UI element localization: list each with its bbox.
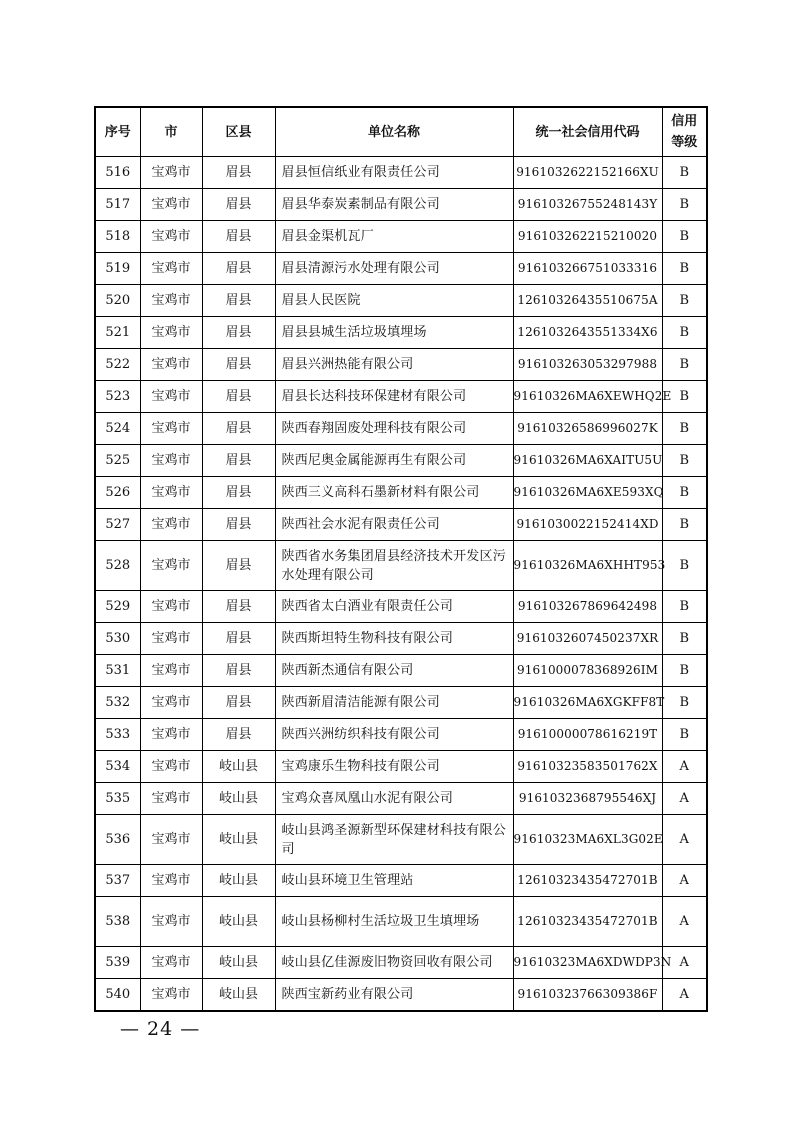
cell-district: 岐山县 xyxy=(202,815,275,865)
cell-credit-code: 9161000078368926IM xyxy=(513,655,662,687)
cell-credit-code: 91610323MA6XDWDP3N xyxy=(513,947,662,979)
cell-unit-name: 陕西省水务集团眉县经济技术开发区污水处理有限公司 xyxy=(275,541,513,591)
cell-seq: 522 xyxy=(95,349,140,381)
cell-city: 宝鸡市 xyxy=(140,815,202,865)
table-row xyxy=(95,317,707,349)
cell-city: 宝鸡市 xyxy=(140,897,202,947)
cell-unit-name: 眉县恒信纸业有限责任公司 xyxy=(275,157,513,189)
cell-credit-code: 916103263053297988 xyxy=(513,349,662,381)
table-row xyxy=(95,477,707,509)
cell-district: 眉县 xyxy=(202,317,275,349)
header-unit-name: 单位名称 xyxy=(275,107,513,157)
cell-credit-grade: B xyxy=(662,541,707,591)
table-row xyxy=(95,591,707,623)
cell-seq: 516 xyxy=(95,157,140,189)
cell-credit-grade: B xyxy=(662,381,707,413)
cell-district: 眉县 xyxy=(202,253,275,285)
cell-credit-grade: B xyxy=(662,509,707,541)
table-row xyxy=(95,285,707,317)
cell-seq: 526 xyxy=(95,477,140,509)
cell-district: 岐山县 xyxy=(202,979,275,1011)
header-credit-grade xyxy=(662,107,707,157)
cell-credit-code: 91610326MA6XEWHQ2E xyxy=(513,381,662,413)
cell-district: 眉县 xyxy=(202,655,275,687)
table-body xyxy=(95,157,707,1011)
cell-credit-code: 916103267869642498 xyxy=(513,591,662,623)
cell-unit-name: 岐山县鸿圣源新型环保建材科技有限公司 xyxy=(275,815,513,865)
cell-city: 宝鸡市 xyxy=(140,285,202,317)
table-row xyxy=(95,719,707,751)
header-seq: 序号 xyxy=(95,107,140,157)
table-row xyxy=(95,445,707,477)
table-row xyxy=(95,253,707,285)
cell-district: 岐山县 xyxy=(202,783,275,815)
cell-credit-code: 916103262215216​6XU xyxy=(513,157,662,189)
cell-credit-grade: B xyxy=(662,687,707,719)
cell-credit-code: 91610300221524​14XD xyxy=(513,509,662,541)
header-row xyxy=(95,107,707,157)
cell-unit-name: 陕西社会水泥有限责任公司 xyxy=(275,509,513,541)
table-row xyxy=(95,947,707,979)
cell-unit-name: 眉县金渠机瓦厂 xyxy=(275,221,513,253)
cell-credit-grade: B xyxy=(662,157,707,189)
table-row xyxy=(95,687,707,719)
cell-unit-name: 陕西新杰通信有限公司 xyxy=(275,655,513,687)
cell-credit-grade: B xyxy=(662,591,707,623)
cell-city: 宝鸡市 xyxy=(140,349,202,381)
cell-city: 宝鸡市 xyxy=(140,413,202,445)
cell-district: 眉县 xyxy=(202,445,275,477)
cell-credit-grade: A xyxy=(662,783,707,815)
cell-district: 眉县 xyxy=(202,349,275,381)
cell-district: 岐山县 xyxy=(202,897,275,947)
table-row xyxy=(95,541,707,591)
cell-unit-name: 岐山县亿佳源废旧物资回收有限公司 xyxy=(275,947,513,979)
cell-city: 宝鸡市 xyxy=(140,591,202,623)
cell-unit-name: 宝鸡康乐生物科技有限公司 xyxy=(275,751,513,783)
cell-credit-code: 91610326MA6XHHT953 xyxy=(513,541,662,591)
cell-seq: 518 xyxy=(95,221,140,253)
cell-seq: 528 xyxy=(95,541,140,591)
cell-unit-name: 陕西新眉清洁能源有限公司 xyxy=(275,687,513,719)
cell-credit-grade: B xyxy=(662,655,707,687)
table-row xyxy=(95,509,707,541)
cell-seq: 519 xyxy=(95,253,140,285)
cell-unit-name: 陕西斯坦特生物科技有限公司 xyxy=(275,623,513,655)
cell-credit-code: 12610326435510675A xyxy=(513,285,662,317)
cell-credit-code: 91610000078616219T xyxy=(513,719,662,751)
cell-unit-name: 眉县华泰炭素制品有限公司 xyxy=(275,189,513,221)
cell-credit-grade: A xyxy=(662,865,707,897)
cell-city: 宝鸡市 xyxy=(140,157,202,189)
cell-credit-code: 91610326586996027K xyxy=(513,413,662,445)
table-row xyxy=(95,897,707,947)
cell-city: 宝鸡市 xyxy=(140,509,202,541)
cell-unit-name: 陕西宝新药业有限公司 xyxy=(275,979,513,1011)
cell-district: 眉县 xyxy=(202,477,275,509)
cell-district: 眉县 xyxy=(202,687,275,719)
cell-city: 宝鸡市 xyxy=(140,381,202,413)
cell-city: 宝鸡市 xyxy=(140,221,202,253)
header-credit-grade-line1: 信用 xyxy=(671,114,698,129)
table-row xyxy=(95,655,707,687)
header-credit-grade-line2: 等级 xyxy=(671,135,698,150)
cell-seq: 530 xyxy=(95,623,140,655)
cell-seq: 538 xyxy=(95,897,140,947)
cell-credit-grade: B xyxy=(662,477,707,509)
cell-credit-grade: B xyxy=(662,349,707,381)
cell-credit-grade: B xyxy=(662,445,707,477)
cell-credit-grade: A xyxy=(662,979,707,1011)
cell-unit-name: 陕西尼奥金属能源再生有限公司 xyxy=(275,445,513,477)
cell-district: 岐山县 xyxy=(202,751,275,783)
table-row xyxy=(95,221,707,253)
cell-credit-code: 91610326755248143Y xyxy=(513,189,662,221)
cell-seq: 521 xyxy=(95,317,140,349)
cell-unit-name: 陕西三义高科石墨新材料有限公司 xyxy=(275,477,513,509)
cell-unit-name: 陕西春翔固废处理科技有限公司 xyxy=(275,413,513,445)
cell-district: 眉县 xyxy=(202,591,275,623)
cell-seq: 523 xyxy=(95,381,140,413)
cell-credit-grade: B xyxy=(662,253,707,285)
cell-city: 宝鸡市 xyxy=(140,541,202,591)
cell-city: 宝鸡市 xyxy=(140,719,202,751)
cell-credit-grade: B xyxy=(662,719,707,751)
cell-credit-code: 916103262215210020 xyxy=(513,221,662,253)
cell-credit-code: 91610326MA6XE593XQ xyxy=(513,477,662,509)
cell-credit-code: 91610326MA6XGKFF8T xyxy=(513,687,662,719)
table-row xyxy=(95,783,707,815)
cell-unit-name: 岐山县环境卫生管理站 xyxy=(275,865,513,897)
cell-district: 眉县 xyxy=(202,623,275,655)
cell-credit-grade: B xyxy=(662,189,707,221)
cell-unit-name: 宝鸡众喜凤凰山水泥有限公司 xyxy=(275,783,513,815)
cell-city: 宝鸡市 xyxy=(140,947,202,979)
cell-district: 眉县 xyxy=(202,509,275,541)
cell-credit-code: 91610323583501762X xyxy=(513,751,662,783)
cell-district: 眉县 xyxy=(202,381,275,413)
table-row xyxy=(95,979,707,1011)
cell-district: 岐山县 xyxy=(202,865,275,897)
cell-credit-grade: A xyxy=(662,897,707,947)
cell-credit-code: 91610326MA6XAITU5U xyxy=(513,445,662,477)
cell-city: 宝鸡市 xyxy=(140,253,202,285)
page-number: — 24 — xyxy=(120,1018,201,1040)
cell-seq: 537 xyxy=(95,865,140,897)
cell-district: 眉县 xyxy=(202,413,275,445)
header-city: 市 xyxy=(140,107,202,157)
cell-district: 眉县 xyxy=(202,719,275,751)
cell-city: 宝鸡市 xyxy=(140,477,202,509)
cell-district: 眉县 xyxy=(202,285,275,317)
cell-seq: 536 xyxy=(95,815,140,865)
cell-city: 宝鸡市 xyxy=(140,751,202,783)
table-row xyxy=(95,413,707,445)
cell-credit-code: 91610323766309386F xyxy=(513,979,662,1011)
cell-district: 眉县 xyxy=(202,157,275,189)
cell-credit-grade: B xyxy=(662,285,707,317)
cell-seq: 529 xyxy=(95,591,140,623)
cell-seq: 517 xyxy=(95,189,140,221)
table-row xyxy=(95,865,707,897)
credit-rating-table xyxy=(94,106,708,1012)
cell-unit-name: 眉县兴洲热能有限公司 xyxy=(275,349,513,381)
cell-credit-code: 91610326074502​37XR xyxy=(513,623,662,655)
cell-credit-grade: B xyxy=(662,413,707,445)
cell-district: 岐山县 xyxy=(202,947,275,979)
cell-unit-name: 陕西兴洲纺织科技有限公司 xyxy=(275,719,513,751)
cell-seq: 539 xyxy=(95,947,140,979)
cell-credit-code: 1261032643551334X6 xyxy=(513,317,662,349)
cell-seq: 525 xyxy=(95,445,140,477)
cell-seq: 524 xyxy=(95,413,140,445)
table-header xyxy=(95,107,707,157)
cell-city: 宝鸡市 xyxy=(140,189,202,221)
cell-unit-name: 眉县长达科技环保建材有限公司 xyxy=(275,381,513,413)
cell-city: 宝鸡市 xyxy=(140,865,202,897)
cell-seq: 520 xyxy=(95,285,140,317)
cell-credit-grade: B xyxy=(662,221,707,253)
cell-unit-name: 眉县人民医院 xyxy=(275,285,513,317)
header-district: 区县 xyxy=(202,107,275,157)
cell-seq: 532 xyxy=(95,687,140,719)
table-row xyxy=(95,381,707,413)
cell-seq: 533 xyxy=(95,719,140,751)
cell-seq: 535 xyxy=(95,783,140,815)
cell-city: 宝鸡市 xyxy=(140,687,202,719)
cell-city: 宝鸡市 xyxy=(140,317,202,349)
cell-credit-grade: A xyxy=(662,815,707,865)
cell-credit-code: 12610323435472701B xyxy=(513,897,662,947)
cell-unit-name: 岐山县杨柳村生活垃圾卫生填埋场 xyxy=(275,897,513,947)
cell-credit-code: 12610323435472701B xyxy=(513,865,662,897)
table-row xyxy=(95,623,707,655)
cell-district: 眉县 xyxy=(202,189,275,221)
cell-unit-name: 眉县清源污水处理有限公司 xyxy=(275,253,513,285)
cell-district: 眉县 xyxy=(202,541,275,591)
cell-seq: 527 xyxy=(95,509,140,541)
cell-city: 宝鸡市 xyxy=(140,783,202,815)
cell-seq: 531 xyxy=(95,655,140,687)
table-row xyxy=(95,349,707,381)
cell-seq: 540 xyxy=(95,979,140,1011)
cell-credit-code: 91610323687955​46XJ xyxy=(513,783,662,815)
table-row xyxy=(95,189,707,221)
cell-credit-code: 91610323MA6XL3G02E xyxy=(513,815,662,865)
cell-credit-grade: B xyxy=(662,317,707,349)
header-credit-code: 统一社会信用代码 xyxy=(513,107,662,157)
cell-credit-grade: B xyxy=(662,623,707,655)
cell-unit-name: 陕西省太白酒业有限责任公司 xyxy=(275,591,513,623)
cell-city: 宝鸡市 xyxy=(140,979,202,1011)
cell-seq: 534 xyxy=(95,751,140,783)
cell-city: 宝鸡市 xyxy=(140,623,202,655)
cell-city: 宝鸡市 xyxy=(140,655,202,687)
table-row xyxy=(95,157,707,189)
cell-unit-name: 眉县县城生活垃圾填埋场 xyxy=(275,317,513,349)
cell-credit-grade: A xyxy=(662,947,707,979)
cell-district: 眉县 xyxy=(202,221,275,253)
table-row xyxy=(95,751,707,783)
cell-city: 宝鸡市 xyxy=(140,445,202,477)
cell-credit-grade: A xyxy=(662,751,707,783)
table-row xyxy=(95,815,707,865)
cell-credit-code: 916103266751033316 xyxy=(513,253,662,285)
